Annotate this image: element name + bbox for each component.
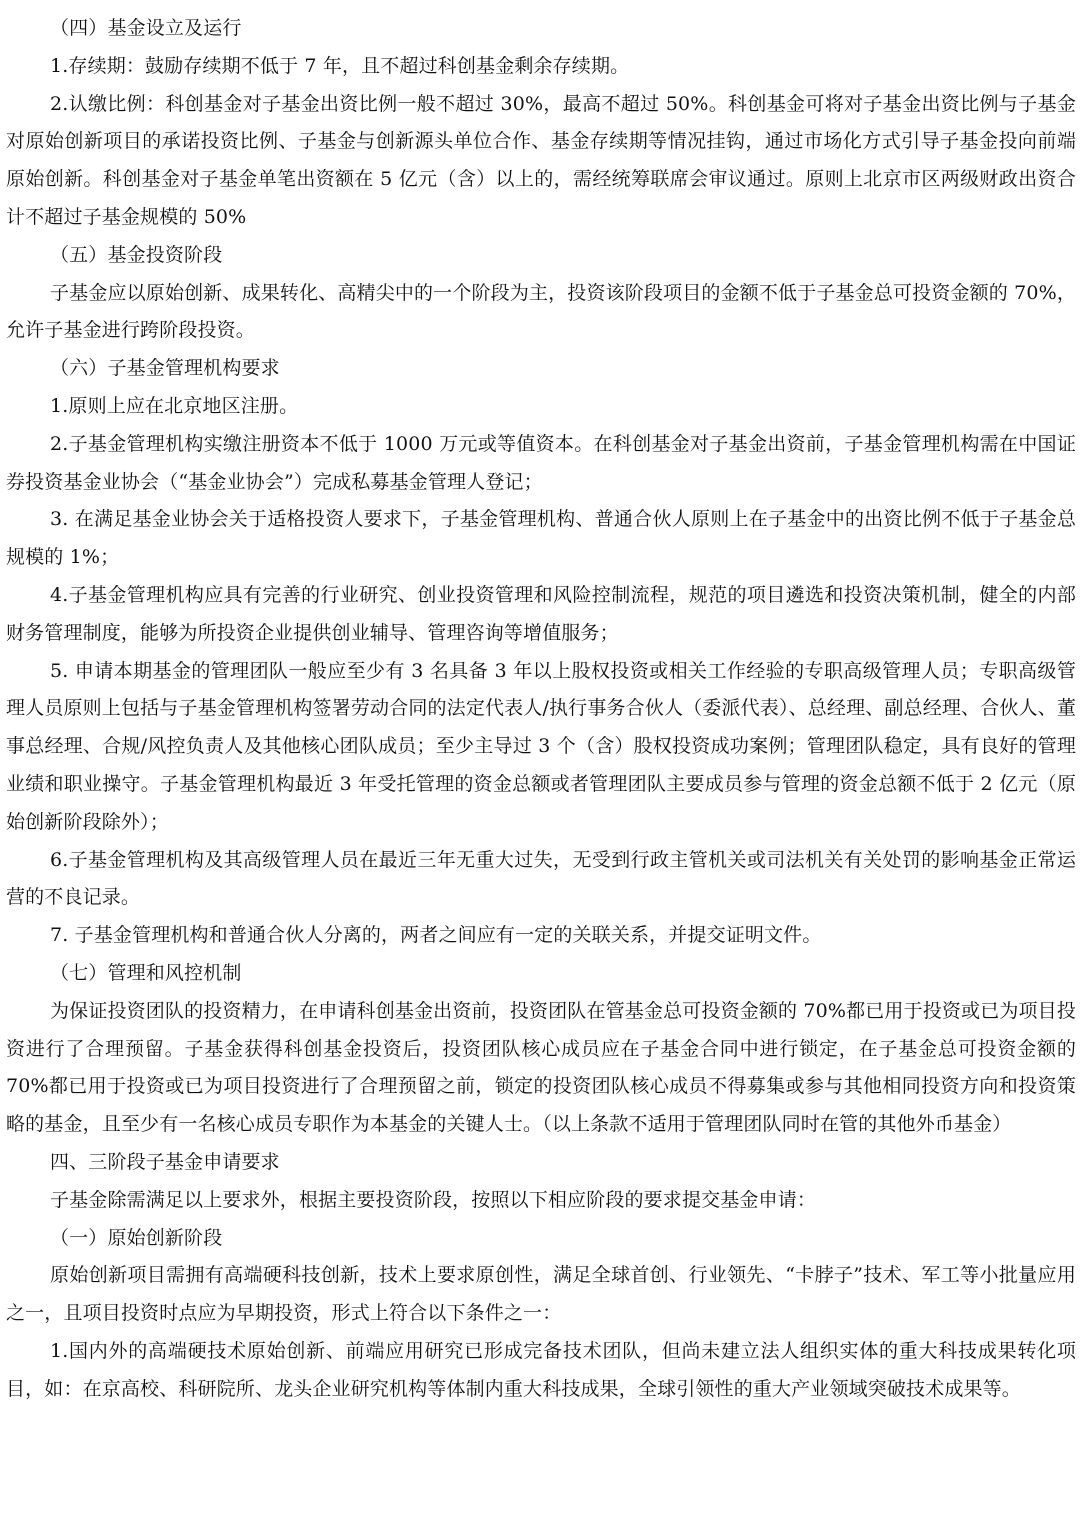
paragraph-three-stage-intro: 子基金除需满足以上要求外，根据主要投资阶段，按照以下相应阶段的要求提交基金申请： <box>50 1188 817 1211</box>
paragraph-subscription-ratio: 2.认缴比例：科创基金对子基金出资比例一般不超过 30%，最高不超过 50%。科创基金可将对子基金出资比例与子基金对原始创新项目的承诺投资比例、子基金与创新源头单位合作、基金存续期等情况挂钩，通过市场化方式引导子基金投向前端原始创新。科创基金对子基金单笔出资额在 5 亿元（含）以上的，需经统筹联席会审议通过。原则上北京市区两级财政出资合计不超过子基金规模的 50% <box>6 92 1076 228</box>
paragraph-contribution-ratio: 3. 在满足基金业协会关于适格投资人要求下，子基金管理机构、普通合伙人原则上在子基金中的出资比例不低于子基金总规模的 1%； <box>6 508 1076 569</box>
paragraph-condition-1: 1.国内外的高端硬技术原始创新、前端应用研究已形成完备技术团队，但尚未建立法人组织实体的重大科技成果转化项目，如：在京高校、科研院所、龙头企业研究机构等体制内重大科技成果，全球引领性的重大产业领域突破技术成果等。 <box>6 1339 1076 1400</box>
paragraph-original-innovation: 原始创新项目需拥有高端硬科技创新，技术上要求原创性，满足全球首创、行业领先、“卡脖子”技术、军工等小批量应用之一，且项目投资时点应为早期投资，形式上符合以下条件之一： <box>6 1264 1076 1325</box>
section-heading-risk-control: （七）管理和风控机制 <box>50 961 242 984</box>
paragraph-registration: 1.原则上应在北京地区注册。 <box>50 394 299 417</box>
paragraph-duration: 1.存续期：鼓励存续期不低于 7 年，且不超过科创基金剩余存续期。 <box>50 54 630 77</box>
paragraph-management-process: 4.子基金管理机构应具有完善的行业研究、创业投资管理和风险控制流程，规范的项目遴选和投资决策机制，健全的内部财务管理制度，能够为所投资企业提供创业辅导、管理咨询等增值服务； <box>6 583 1076 644</box>
section-heading-investment-stage: （五）基金投资阶段 <box>50 243 223 266</box>
paragraph-gp-separation: 7. 子基金管理机构和普通合伙人分离的，两者之间应有一定的关联关系，并提交证明文件。 <box>50 924 822 947</box>
paragraph-risk-control: 为保证投资团队的投资精力，在申请科创基金出资前，投资团队在管基金总可投资金额的 70%都已用于投资或已为项目投资进行了合理预留。子基金获得科创基金投资后，投资团队核心成员应在子基金合同中进行锁定，在子基金总可投资金额的 70%都已用于投资或已为项目投资进行了合理预留之前，锁定的投资团队核心成员不得募集或参与其他相同投资方向和投资策略的基金，且至少有一名核心成员专职作为本基金的关键人士。（以上条款不适用于管理团队同时在管的其他外币基金） <box>6 999 1076 1136</box>
section-heading-original-innovation: （一）原始创新阶段 <box>50 1226 223 1249</box>
paragraph-no-misconduct: 6.子基金管理机构及其高级管理人员在最近三年无重大过失，无受到行政主管机关或司法机关有关处罚的影响基金正常运营的不良记录。 <box>6 848 1076 909</box>
paragraph-management-team: 5. 申请本期基金的管理团队一般应至少有 3 名具备 3 年以上股权投资或相关工作经验的专职高级管理人员；专职高级管理人员原则上包括与子基金管理机构签署劳动合同的法定代表人/执行事务合伙人（委派代表）、总经理、副总经理、合伙人、董事总经理、合规/风控负责人及其他核心团队成员；至少主导过 3 个（含）股权投资成功案例；管理团队稳定，具有良好的管理业绩和职业操守。子基金管理机构最近 3 年受托管理的资金总额或者管理团队主要成员参与管理的资金总额不低于 2 亿元（原始创新阶段除外）； <box>6 659 1076 833</box>
section-heading-three-stage: 四、三阶段子基金申请要求 <box>50 1150 280 1173</box>
paragraph-investment-stage: 子基金应以原始创新、成果转化、高精尖中的一个阶段为主，投资该阶段项目的金额不低于子基金总可投资金额的 70%，允许子基金进行跨阶段投资。 <box>6 281 1076 342</box>
section-heading-fund-setup: （四）基金设立及运行 <box>50 17 242 39</box>
section-heading-manager-requirements: （六）子基金管理机构要求 <box>50 357 280 380</box>
paragraph-registered-capital: 2.子基金管理机构实缴注册资本不低于 1000 万元或等值资本。在科创基金对子基金出资前，子基金管理机构需在中国证券投资基金业协会（“基金业协会”）完成私募基金管理人登记； <box>6 432 1076 493</box>
